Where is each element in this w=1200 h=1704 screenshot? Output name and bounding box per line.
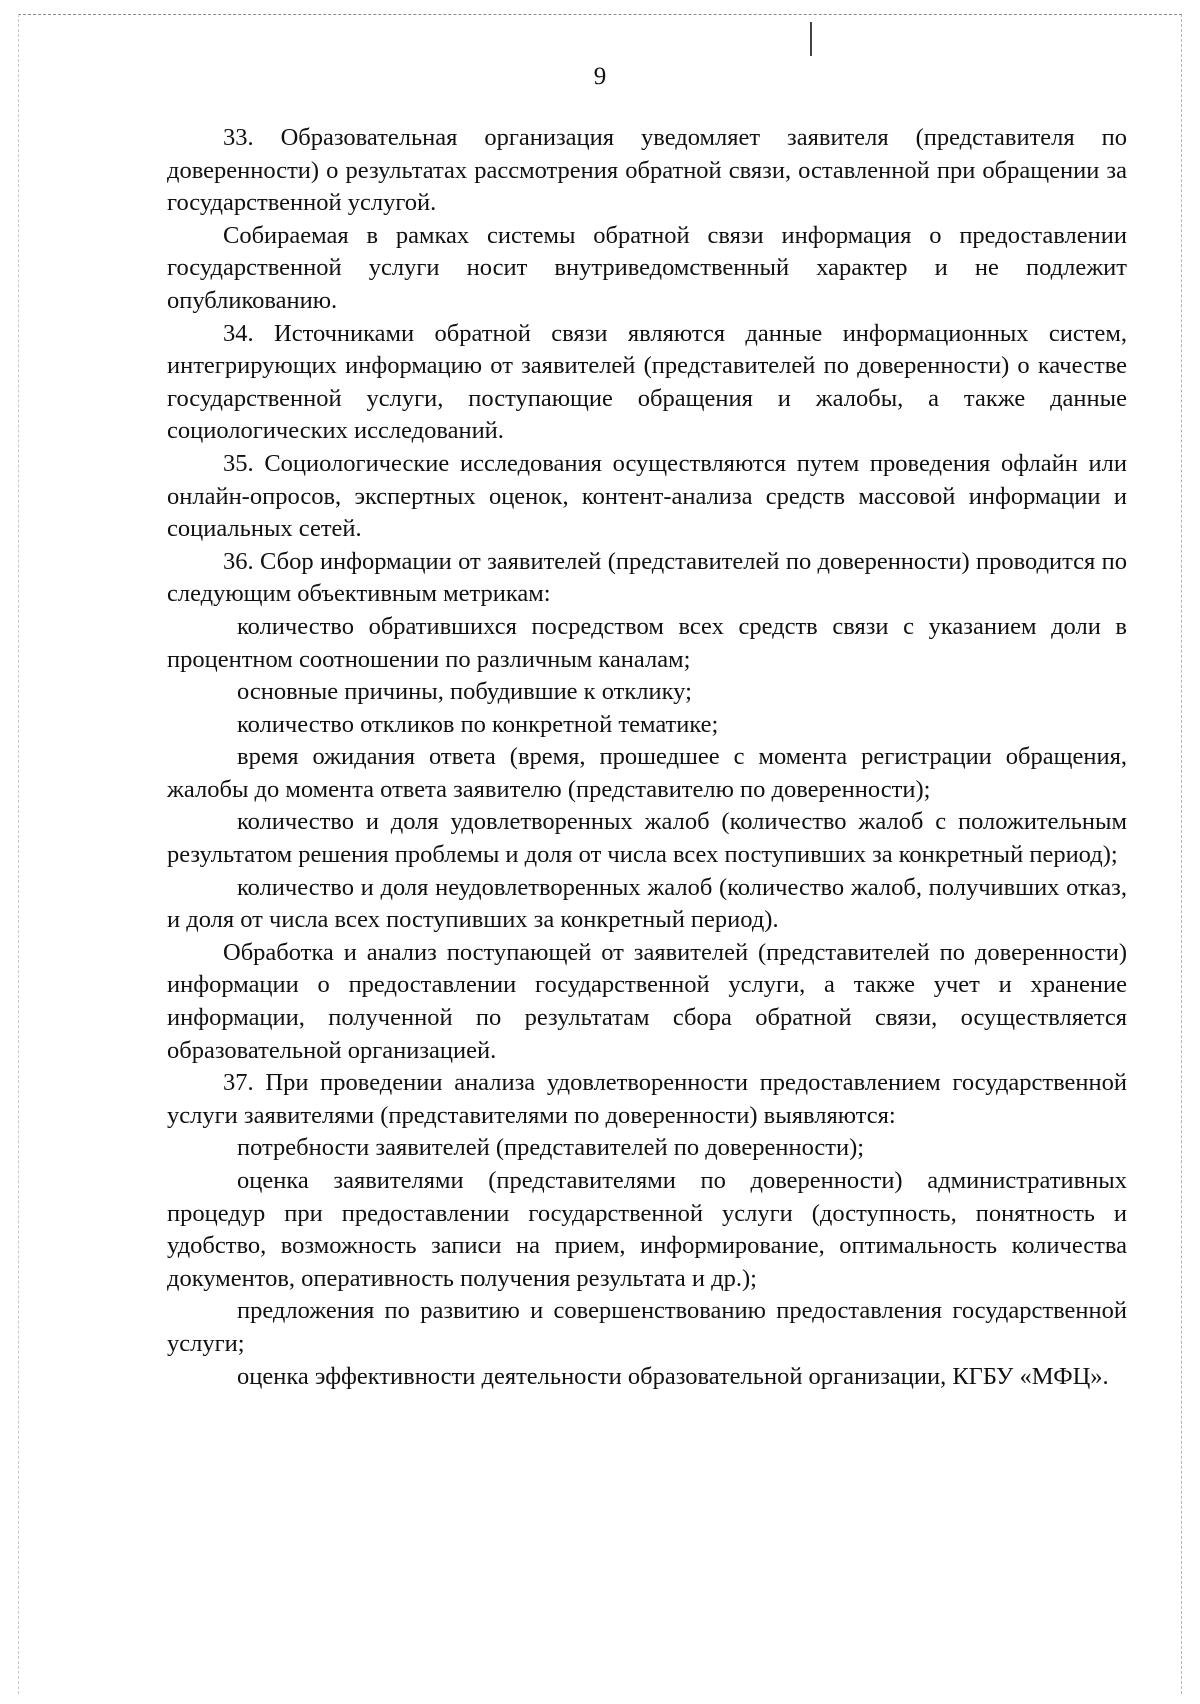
metric-item: время ожидания ответа (время, прошедшее с момента регистрации обращения, жалобы до момента ответа заявителю (представителю по доверенности); <box>167 743 1127 803</box>
paragraph-34: 34. Источниками обратной связи являются данные информационных систем, интегрирующих информацию от заявителей (представителей по доверенности) о качестве государственной услуги, поступающие обращения и жалобы, а также данные социологических исследований. <box>167 319 1127 445</box>
paragraph-33-info: Собираемая в рамках системы обратной связи информация о предоставлении государственной услуги носит внутриведомственный характер и не подлежит опубликованию. <box>167 221 1127 314</box>
scan-border-top <box>18 14 1182 15</box>
metric-item: количество откликов по конкретной тематике; <box>237 710 719 738</box>
metric-item: основные причины, побудившие к отклику; <box>237 678 692 706</box>
metric-item: количество обратившихся посредством всех средств связи с указанием доли в процентном соотношении по различным каналам; <box>167 612 1127 673</box>
paragraph-33: 33. Образовательная организация уведомляет заявителя (представителя по доверенности) о результатах рассмотрения обратной связи, оставленной при обращении за государственной услугой. <box>167 124 1127 217</box>
paragraph-36-processing: Обработка и анализ поступающей от заявителей (представителей по доверенности) информации о предоставлении государственной услуги, а также учет и хранение информации, полученной по результатам сбора обратной связи, осуществляется образовательной организацией. <box>167 938 1127 1064</box>
page-number: 9 <box>593 63 607 90</box>
scan-border-left <box>18 14 19 1694</box>
analysis-item: оценка эффективности деятельности образовательной организации, КГБУ «МФЦ». <box>237 1362 1109 1390</box>
scan-border-right <box>1181 14 1182 1694</box>
paragraph-35: 35. Социологические исследования осуществляются путем проведения офлайн или онлайн-опросов, экспертных оценок, контент-анализа средств массовой информации и социальных сетей. <box>167 449 1127 543</box>
paragraph-37: 37. При проведении анализа удовлетворенности предоставлением государственной услуги заявителями (представителями по доверенности) выявляются: <box>167 1069 1127 1129</box>
metric-item: количество и доля неудовлетворенных жалоб (количество жалоб, получивших отказ, и доля от числа всех поступивших за конкретный период). <box>167 873 1127 934</box>
document-body <box>167 122 1127 1393</box>
paragraph-36: 36. Сбор информации от заявителей (представителей по доверенности) проводится по следующим объективным метрикам: <box>167 547 1127 608</box>
metric-item: количество и доля удовлетворенных жалоб (количество жалоб с положительным результатом решения проблемы и доля от числа всех поступивших за конкретный период); <box>167 808 1127 869</box>
scan-mark <box>810 22 812 56</box>
analysis-item: предложения по развитию и совершенствованию предоставления государственной услуги; <box>167 1297 1127 1357</box>
analysis-item: оценка заявителями (представителями по доверенности) административных процедур при предоставлении государственной услуги (доступность, понятность и удобство, возможность записи на прием, информирование, оптимальность количества документов, оперативность получения результата и др.); <box>167 1167 1127 1292</box>
analysis-item: потребности заявителей (представителей по доверенности); <box>237 1134 865 1162</box>
